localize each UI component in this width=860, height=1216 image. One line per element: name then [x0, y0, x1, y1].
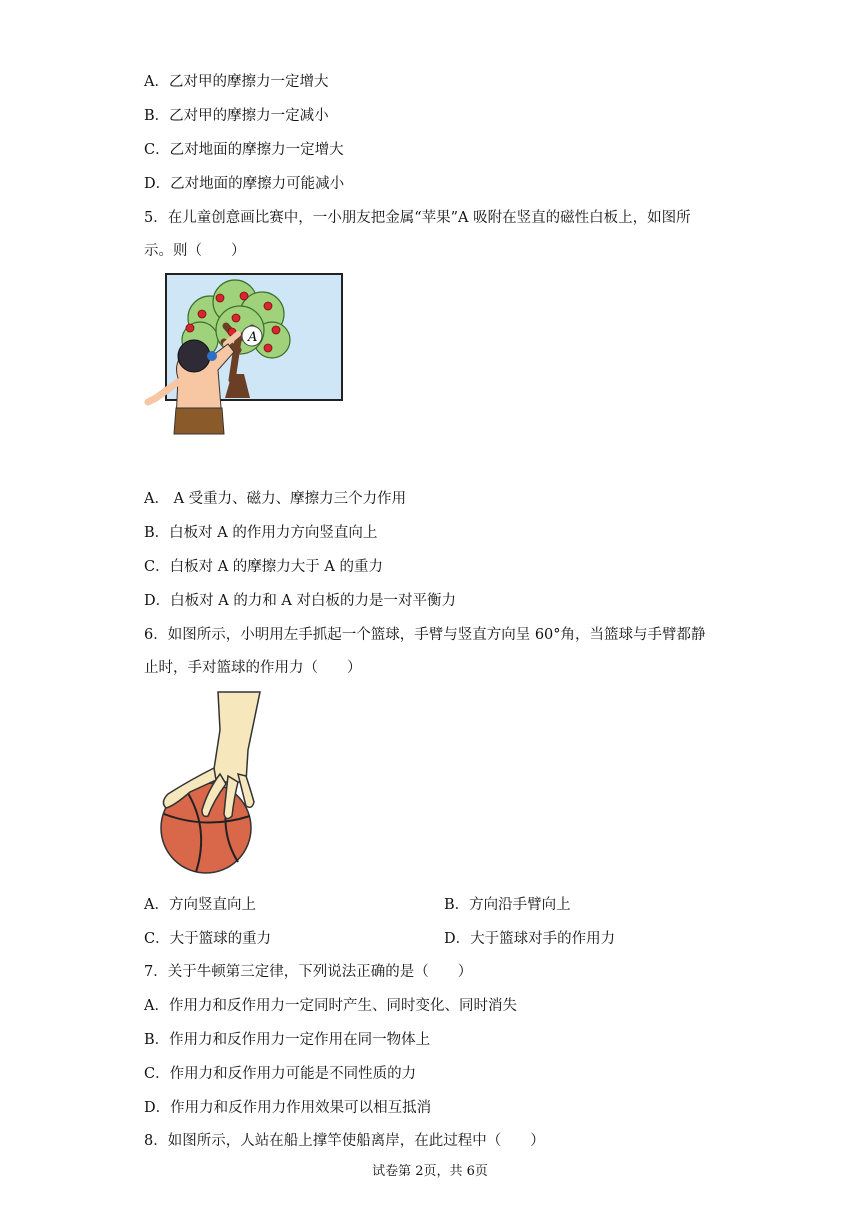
q6-option-b: B．方向沿手臂向上: [444, 897, 571, 913]
q4-option-c: C．乙对地面的摩擦力一定增大: [144, 142, 344, 158]
q6-option-d: D．大于篮球对手的作用力: [444, 931, 616, 947]
q6-stem-line2: 止时，手对篮球的作用力（ ）: [144, 660, 362, 676]
q4-option-d: D．乙对地面的摩擦力可能减小: [144, 176, 345, 192]
q6-option-a: A．方向竖直向上: [144, 897, 256, 913]
q5-option-b: B．白板对 A 的作用力方向竖直向上: [144, 525, 378, 541]
q6-stem-line1: 6．如图所示，小明用左手抓起一个篮球，手臂与竖直方向呈 60°角，当篮球与手臂都静: [144, 627, 706, 643]
q5-option-d: D．白板对 A 的力和 A 对白板的力是一对平衡力: [144, 593, 457, 609]
q7-option-c: C．作用力和反作用力可能是不同性质的力: [144, 1066, 417, 1082]
q5-option-a: A． A 受重力、磁力、摩擦力三个力作用: [144, 491, 407, 507]
q4-option-a: A．乙对甲的摩擦力一定增大: [144, 74, 329, 90]
q8-stem: 8．如图所示，人站在船上撑竿使船离岸，在此过程中（ ）: [144, 1133, 545, 1149]
q5-option-c: C．白板对 A 的摩擦力大于 A 的重力: [144, 559, 383, 575]
q5-stem-line2: 示。则（ ）: [144, 243, 246, 259]
page-footer: 试卷第 2页，共 6页: [372, 1164, 488, 1179]
q5-stem-line1: 5．在儿童创意画比赛中，一小朋友把金属“苹果”A 吸附在竖直的磁性白板上，如图所: [144, 210, 691, 226]
q7-option-d: D．作用力和反作用力作用效果可以相互抵消: [144, 1100, 432, 1116]
q6-option-c: C．大于篮球的重力: [144, 931, 272, 947]
q4-option-b: B．乙对甲的摩擦力一定减小: [144, 108, 329, 124]
q6-figure-hand-basketball: [150, 690, 270, 875]
q5-figure-whiteboard-apple-tree: [140, 270, 350, 445]
q5-figure-label: A: [248, 330, 258, 345]
q7-stem: 7．关于牛顿第三定律，下列说法正确的是（ ）: [144, 964, 473, 980]
q7-option-a: A．作用力和反作用力一定同时产生、同时变化、同时消失: [144, 998, 517, 1014]
q7-option-b: B．作用力和反作用力一定作用在同一物体上: [144, 1032, 431, 1048]
